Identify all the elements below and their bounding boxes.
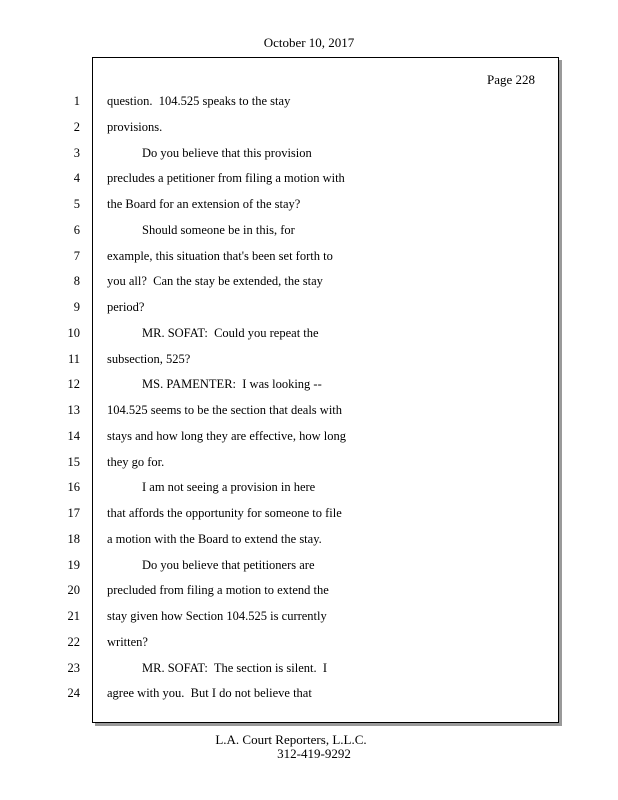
page-number: Page 228 — [486, 72, 535, 87]
line-text: I am not seeing a provision in here — [142, 480, 316, 495]
line-number: 5 — [73, 197, 80, 211]
line-text: Do you believe that petitioners are — [142, 557, 315, 572]
line-text: the Board for an extension of the stay? — [107, 197, 301, 211]
line-number: 12 — [67, 377, 80, 392]
line-number: 23 — [67, 660, 80, 675]
line-text: MS. PAMENTER: I was looking -- — [142, 377, 322, 392]
line-number: 21 — [67, 609, 80, 623]
line-number: 9 — [73, 300, 80, 314]
line-number: 1 — [73, 94, 80, 108]
line-text: you all? Can the stay be extended, the stay — [107, 274, 323, 289]
line-text: Do you believe that this provision — [142, 145, 312, 160]
line-text: MR. SOFAT: The section is silent. I — [142, 660, 328, 675]
line-text: Should someone be in this, for — [142, 222, 295, 237]
line-number: 3 — [73, 145, 80, 160]
line-number: 14 — [67, 428, 80, 443]
line-number: 17 — [67, 506, 80, 520]
line-number: 7 — [73, 248, 80, 263]
line-number: 24 — [67, 686, 80, 701]
line-text: that affords the opportunity for someone to file — [107, 506, 342, 520]
line-text: provisions. — [107, 119, 163, 134]
transcript-date: October 10, 2017 — [263, 35, 355, 50]
line-number: 18 — [67, 531, 80, 546]
footer-company: L.A. Court Reporters, L.L.C. — [215, 732, 367, 747]
line-text: subsection, 525? — [107, 351, 191, 366]
line-text: MR. SOFAT: Could you repeat the — [142, 325, 319, 340]
line-text: question. 104.525 speaks to the stay — [107, 94, 291, 108]
line-number: 6 — [73, 222, 80, 237]
line-number: 11 — [67, 351, 80, 366]
line-text: a motion with the Board to extend the stay. — [107, 531, 322, 546]
line-number: 13 — [67, 403, 80, 417]
line-text: stay given how Section 104.525 is currently — [107, 609, 327, 623]
line-text: precludes a petitioner from filing a motion with — [107, 171, 345, 186]
line-text: 104.525 seems to be the section that deals with — [107, 403, 343, 417]
line-number: 22 — [67, 634, 80, 649]
line-number: 8 — [73, 274, 80, 289]
line-number: 19 — [67, 557, 80, 572]
line-number: 10 — [67, 325, 80, 340]
line-number: 15 — [67, 454, 80, 469]
line-text: period? — [107, 300, 145, 314]
line-number: 16 — [67, 480, 80, 495]
line-number: 2 — [73, 119, 80, 134]
line-text: written? — [107, 634, 148, 649]
line-number: 20 — [67, 583, 80, 598]
line-text: example, this situation that's been set forth to — [107, 248, 333, 263]
line-text: stays and how long they are effective, how long — [107, 428, 346, 443]
footer-phone: 312-419-9292 — [277, 746, 351, 761]
line-number: 4 — [73, 171, 80, 186]
line-text: precluded from filing a motion to extend the — [107, 583, 329, 598]
line-text: they go for. — [107, 454, 165, 469]
line-text: agree with you. But I do not believe that — [107, 686, 312, 701]
